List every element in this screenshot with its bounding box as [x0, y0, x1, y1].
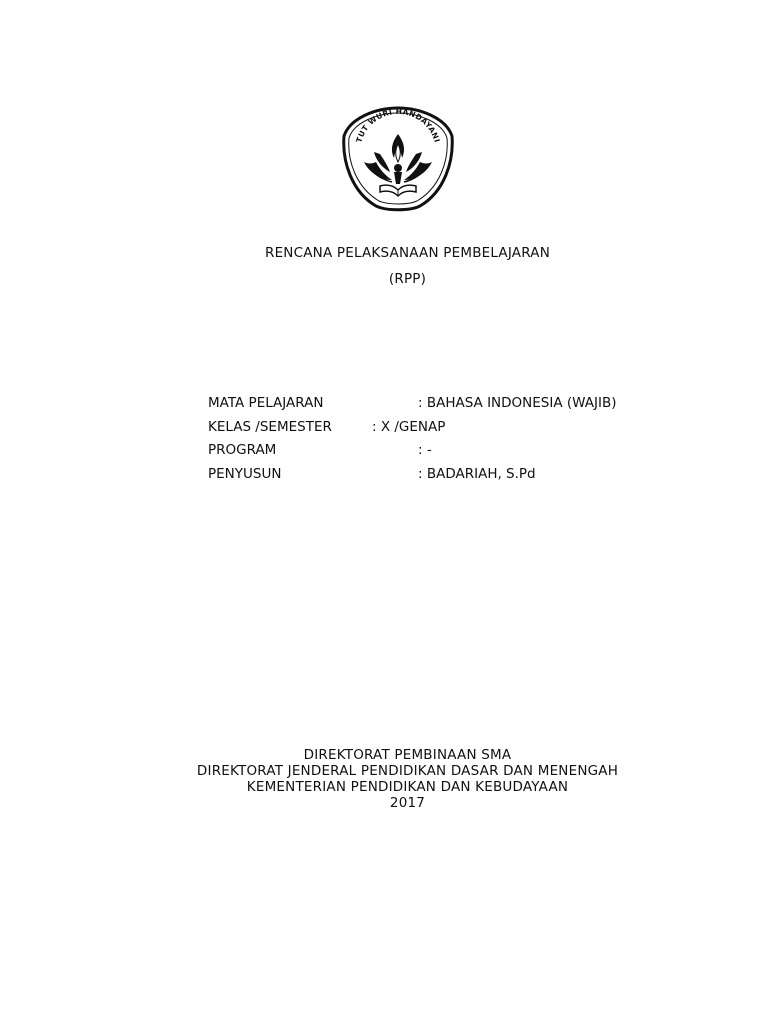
info-label: PROGRAM: [208, 442, 277, 458]
footer-directorate: DIREKTORAT PEMBINAAN SMA: [303, 747, 512, 763]
info-label: KELAS /SEMESTER: [208, 419, 332, 435]
info-value: : -: [418, 442, 432, 458]
info-value: : X /GENAP: [372, 419, 446, 435]
info-value: : BADARIAH, S.Pd: [418, 466, 536, 482]
motto-text: TUT WURI HANDAYANI: [354, 106, 442, 144]
info-label: PENYUSUN: [208, 466, 282, 482]
footer-directorate-general: DIREKTORAT JENDERAL PENDIDIKAN DASAR DAN MENENGAH: [196, 763, 619, 779]
footer-ministry: KEMENTERIAN PENDIDIKAN DAN KEBUDAYAAN: [246, 779, 569, 795]
footer-year: 2017: [389, 795, 426, 811]
info-label: MATA PELAJARAN: [208, 395, 324, 411]
info-value: : BAHASA INDONESIA (WAJIB): [418, 395, 617, 411]
tut-wuri-handayani-emblem-icon: [340, 104, 456, 214]
document-subtitle: (RPP): [388, 271, 427, 287]
document-title: RENCANA PELAKSANAAN PEMBELAJARAN: [265, 245, 550, 261]
